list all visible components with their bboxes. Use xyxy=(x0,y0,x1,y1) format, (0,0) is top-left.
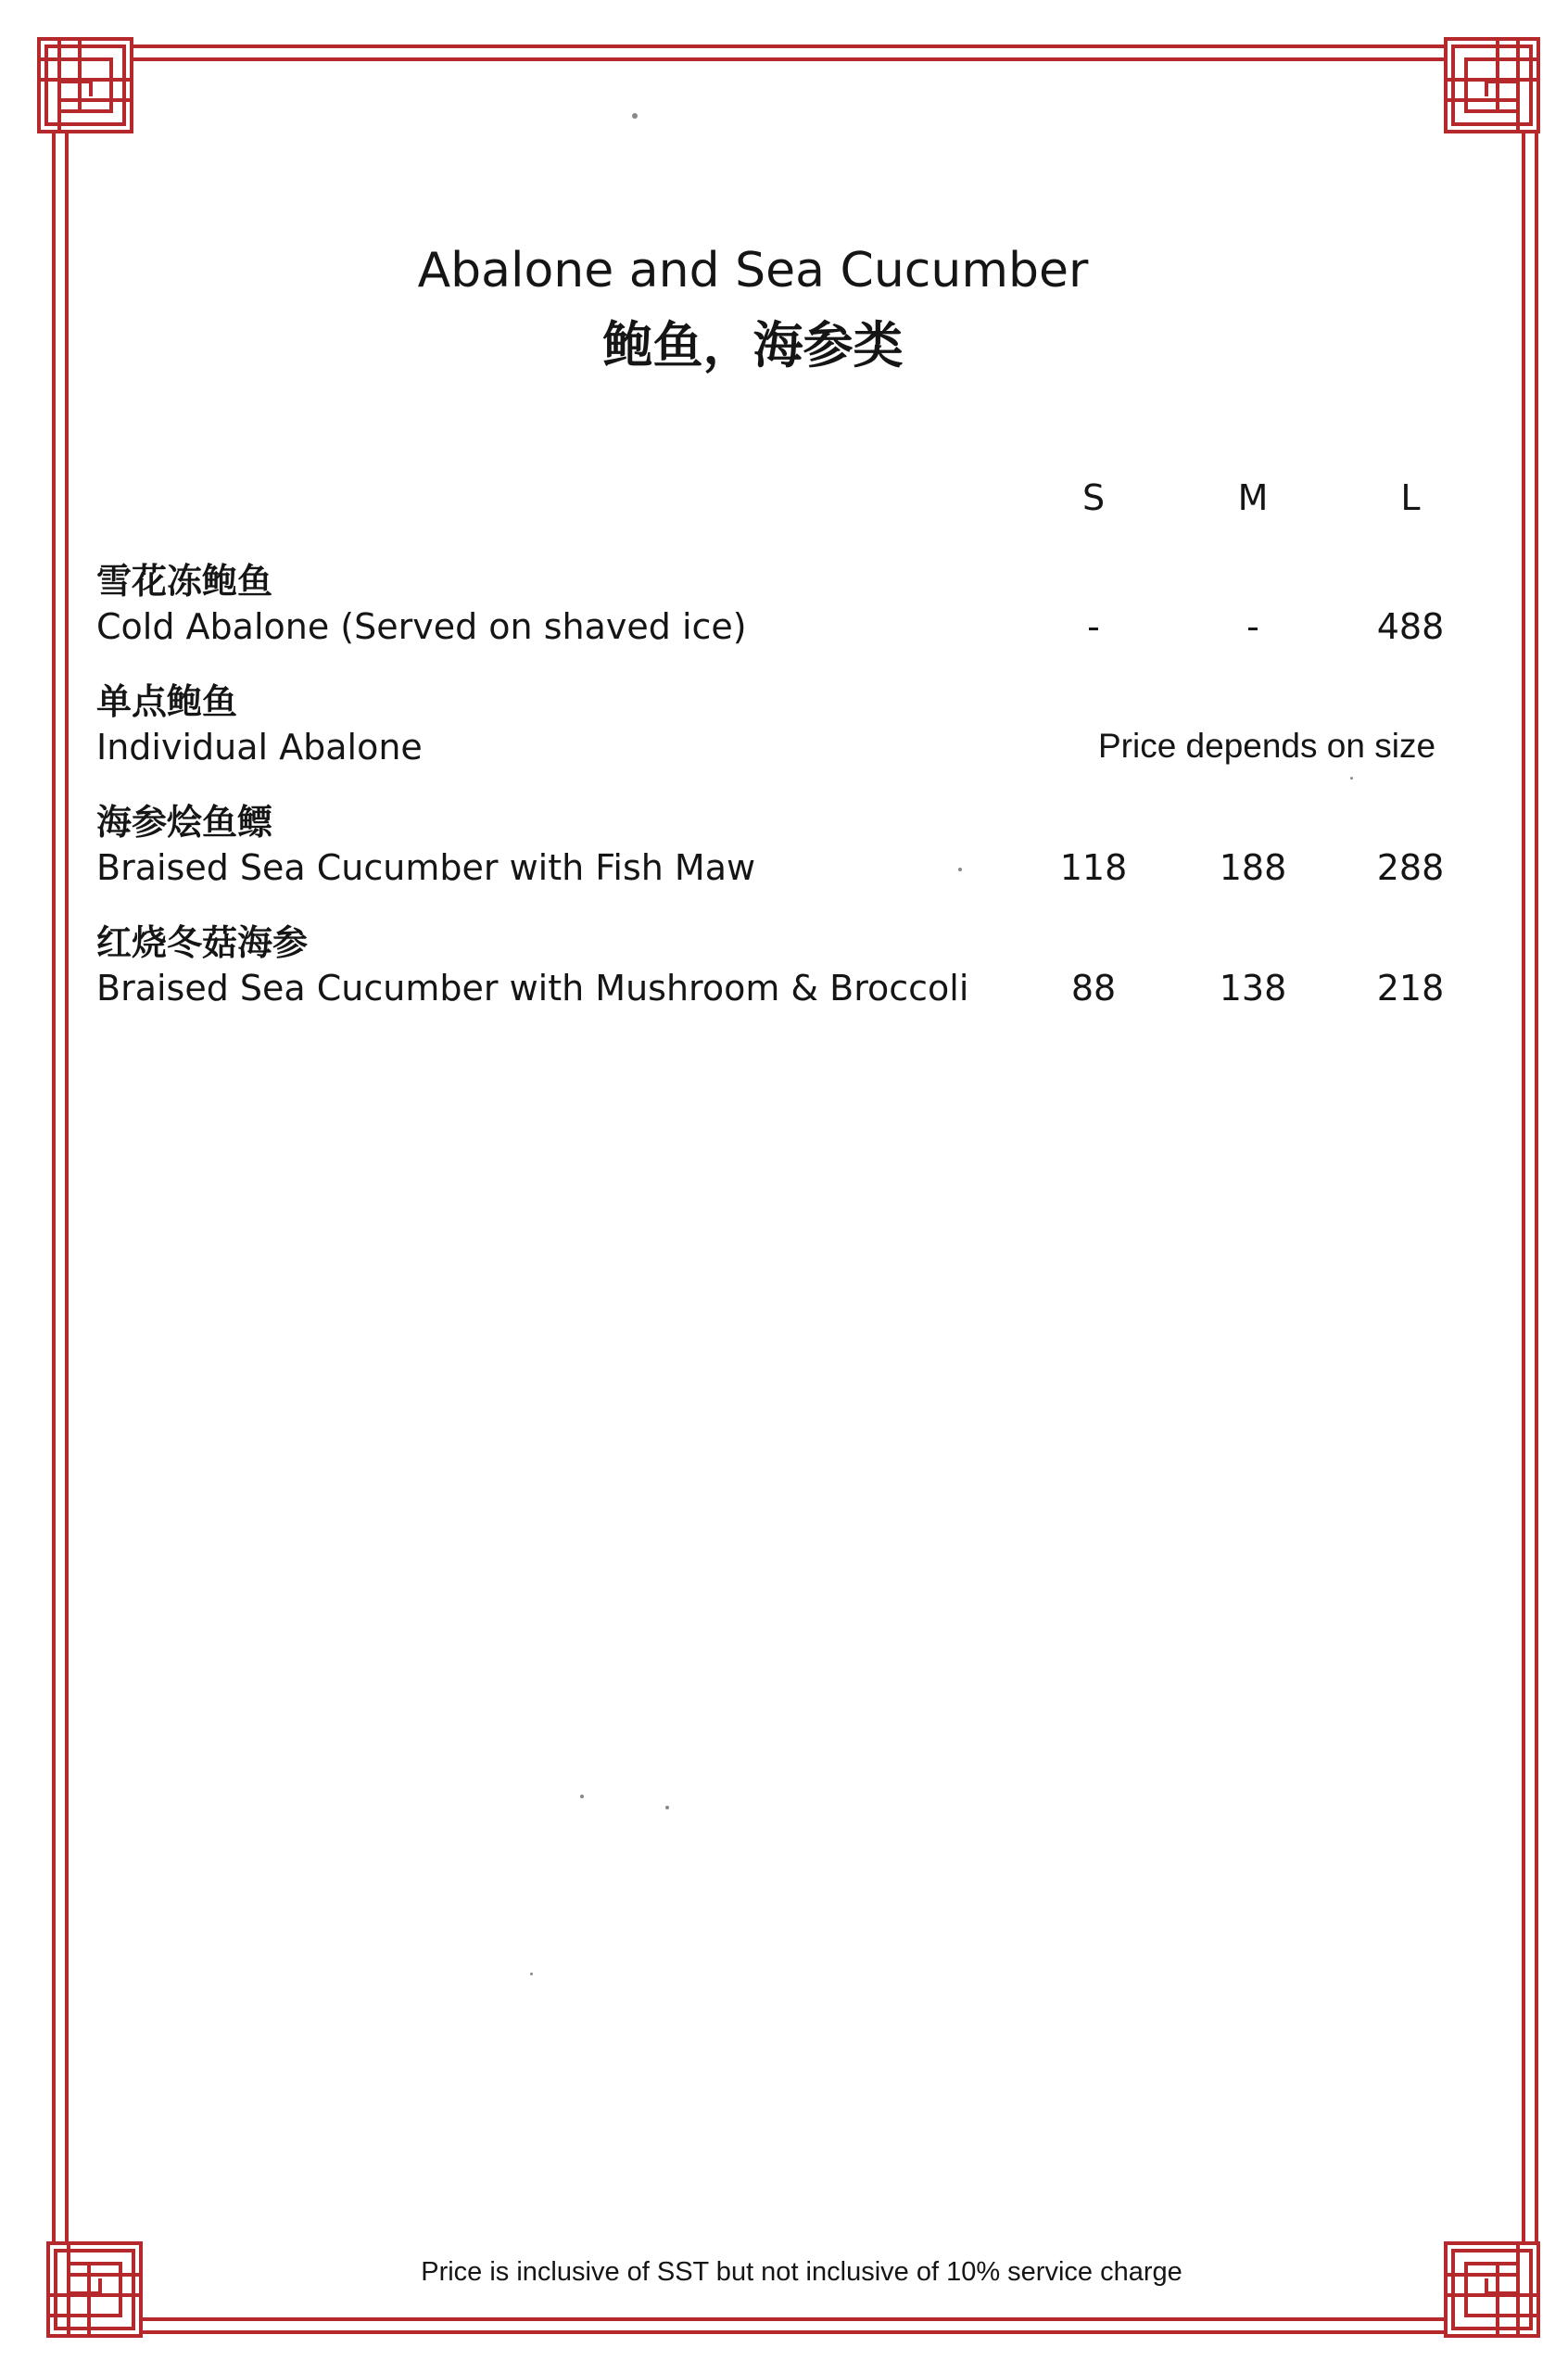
menu-item xyxy=(96,552,1449,668)
price-large: 218 xyxy=(1376,968,1445,1009)
column-header-small: S xyxy=(1081,477,1106,518)
menu-item-name-chinese: 雪花冻鲍鱼 xyxy=(96,561,273,602)
corner-ornament-top-left xyxy=(39,39,132,132)
menu-item-name-english: Braised Sea Cucumber with Mushroom & Broccoli xyxy=(96,968,969,1009)
menu-item-name-english: Cold Abalone (Served on shaved ice) xyxy=(96,606,747,647)
footer-price-note: Price is inclusive of SST but not inclusive of 10% service charge xyxy=(421,2257,1182,2287)
menu-item xyxy=(96,914,1449,1030)
price-medium: - xyxy=(1246,606,1259,647)
menu-item-name-english: Individual Abalone xyxy=(96,727,423,768)
scan-speck xyxy=(580,1795,584,1798)
section-title-chinese: 鲍鱼，海参类 xyxy=(602,316,904,374)
price-note: Price depends on size xyxy=(1097,727,1436,765)
scan-speck xyxy=(632,113,638,119)
section-title-english: Abalone and Sea Cucumber xyxy=(417,243,1089,298)
price-large: 288 xyxy=(1376,847,1445,888)
menu-item-name-chinese: 红烧冬菇海参 xyxy=(96,922,309,963)
price-medium: 188 xyxy=(1219,847,1287,888)
scan-speck xyxy=(665,1806,669,1809)
price-small: 88 xyxy=(1070,968,1117,1009)
menu-item xyxy=(96,793,1449,909)
price-large: 488 xyxy=(1376,606,1445,647)
menu-item-name-chinese: 单点鲍鱼 xyxy=(96,681,238,722)
column-header-large: L xyxy=(1400,477,1421,518)
menu-item xyxy=(96,673,1449,789)
menu-item-name-chinese: 海参烩鱼鳔 xyxy=(96,802,273,843)
corner-ornament-top-right xyxy=(1446,39,1538,132)
price-small: 118 xyxy=(1059,847,1128,888)
scan-speck xyxy=(530,1973,533,1975)
column-header-medium: M xyxy=(1237,477,1269,518)
menu-item-name-english: Braised Sea Cucumber with Fish Maw xyxy=(96,847,756,888)
price-small: - xyxy=(1087,606,1100,647)
price-medium: 138 xyxy=(1219,968,1287,1009)
